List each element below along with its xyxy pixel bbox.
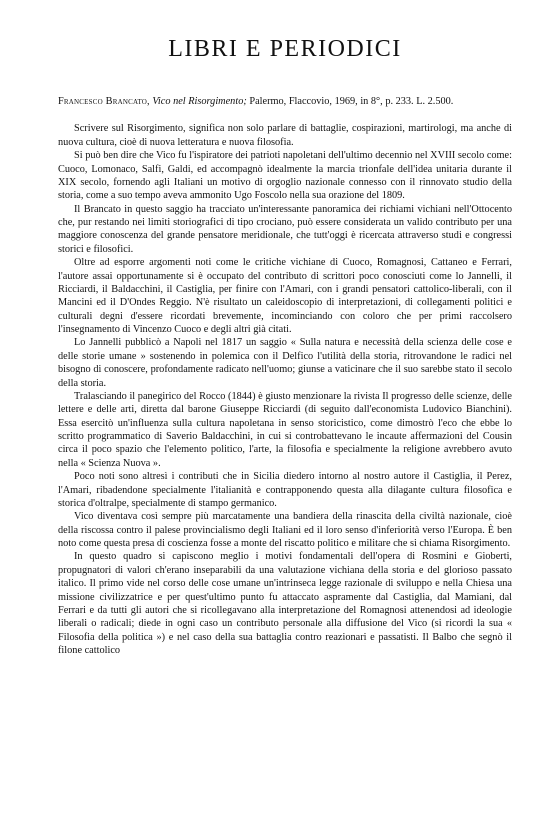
- paragraph: Tralasciando il panegirico del Rocco (1844) è giusto menzionare la rivista Il progresso delle scienze, delle lettere e delle arti, diretta dal barone Giuseppe Ricciardi (di seguito dall'economista Ludovico Bianchini). Essa esercitò un'influenza sulla cultura napoletana in senso storicistico, come dimostrò l'eco che ebbe lo scritto programmatico di Saverio Baldacchini, in cui si controbattevano le incaute affermazioni del Cousin circa il poco spazio che l'elemento politico, l'arte, la filosofia e specialmente la religione avrebbero avuto nella « Scienza Nuova ».: [58, 390, 512, 469]
- reference-book-title: Vico nel Risorgimento;: [152, 96, 247, 107]
- paragraph: Lo Jannelli pubblicò a Napoli nel 1817 un saggio « Sulla natura e necessità della scienza delle cose e delle storie umane » sostenendo in polemica con il Delfico l'utilità della storia, ritrovandone le radici nel bisogno di conoscere, profondamente radicato nell'uomo; giunse a vaticinare che il suo sarebbe stato il secolo della storia.: [58, 337, 512, 389]
- paragraph: Si può ben dire che Vico fu l'ispiratore dei patrioti napoletani dell'ultimo decennio nel XVIII secolo come: Cuoco, Lomonaco, Salfi, Galdi, ed accompagnò idealmente la marcia trionfale dell'idea unitaria durante il XIX secolo, fornendo agli Italiani un motivo di orgoglio nazionale connesso con il rinnovato studio della storia, come a suo tempo aveva ammonito Ugo Foscolo nella sua orazione del 1809.: [58, 150, 512, 202]
- reference-author: Francesco Brancato,: [58, 96, 150, 107]
- reference-publication: Palermo, Flaccovio, 1969, in 8°, p. 233. L. 2.500.: [249, 96, 454, 107]
- paragraph: Vico diventava così sempre più marcatamente una bandiera della rinascita della civiltà nazionale, cioè della riscossa contro il palese provincialismo degli Italiani ed il loro senso d'inferiorità verso l'Europa. È ben noto come questa presa di coscienza fosse a monte del riscatto politico e militare che si chiama Risorgimento.: [58, 511, 512, 550]
- book-reference: [58, 95, 512, 108]
- paragraph: Scrivere sul Risorgimento, significa non solo parlare di battaglie, cospirazioni, martirologi, ma anche di nuova cultura, cioè di nuova letteratura e nuova filosofia.: [58, 123, 512, 148]
- paragraph: Il Brancato in questo saggio ha tracciato un'interessante panoramica dei richiami vichiani nell'Ottocento che, pur restando nei limiti storiografici di tipo crociano, può essere considerata un valido contributo per una maggiore conoscenza del grande pensatore meridionale, che tutt'oggi è ricercata attraverso studi e congressi storici e filosofici.: [58, 203, 512, 255]
- page-title: LIBRI E PERIODICI: [168, 36, 402, 62]
- paragraph: Oltre ad esporre argomenti noti come le critiche vichiane di Cuoco, Romagnosi, Cattaneo e Ferrari, l'autore assai opportunamente si è occupato del contributo di scrittori poco conosciuti come lo Jannelli, il Ricciardi, il Baldacchini, il Castiglia, per finire con l'Amari, con i grandi pensatori cattolico-liberali, con il Mancini ed il D'Ondes Reggio. N'è risultato un caleidoscopio di interpretazioni, di collegamenti politici e culturali degni d'essere ricordati brevemente, incominciando con coloro che per primi raccolsero l'insegnamento di Vincenzo Cuoco e degli altri già citati.: [58, 257, 512, 336]
- review-body: [58, 122, 512, 657]
- paragraph: Poco noti sono altresì i contributi che in Sicilia diedero intorno al nostro autore il Castiglia, il Perez, l'Amari, ribadendone specialmente l'italianità e contrapponendo questa alla dilagante cultura filosofica e storica d'oltralpe, specialmente di stampo germanico.: [58, 471, 512, 509]
- paragraph: In questo quadro si capiscono meglio i motivi fondamentali dell'opera di Rosmini e Gioberti, propugnatori di valori ch'erano inseparabili da una valutazione vichiana della storia e del glorioso passato italico. Il primo vide nel corso delle cose umane un'intrinseca legge razionale di sviluppo e nella Chiesa una missione civilizzatrice e per quest'ultimo punto fu attaccato aspramente dal Castiglia, dal Mamiani, dal Ferrari e da tutti gli autori che si ricollegavano alla interpretazione del Romagnosi attenendosi ad ideologie liberali o radicali; diede in ogni caso un contributo personale alla diffusione del Vico (si ricordi la sua « Filosofia della politica ») e nel caso della sua battaglia contro reazionari e passatisti. Il Balbo che segnò il filone cattolico: [58, 551, 512, 657]
